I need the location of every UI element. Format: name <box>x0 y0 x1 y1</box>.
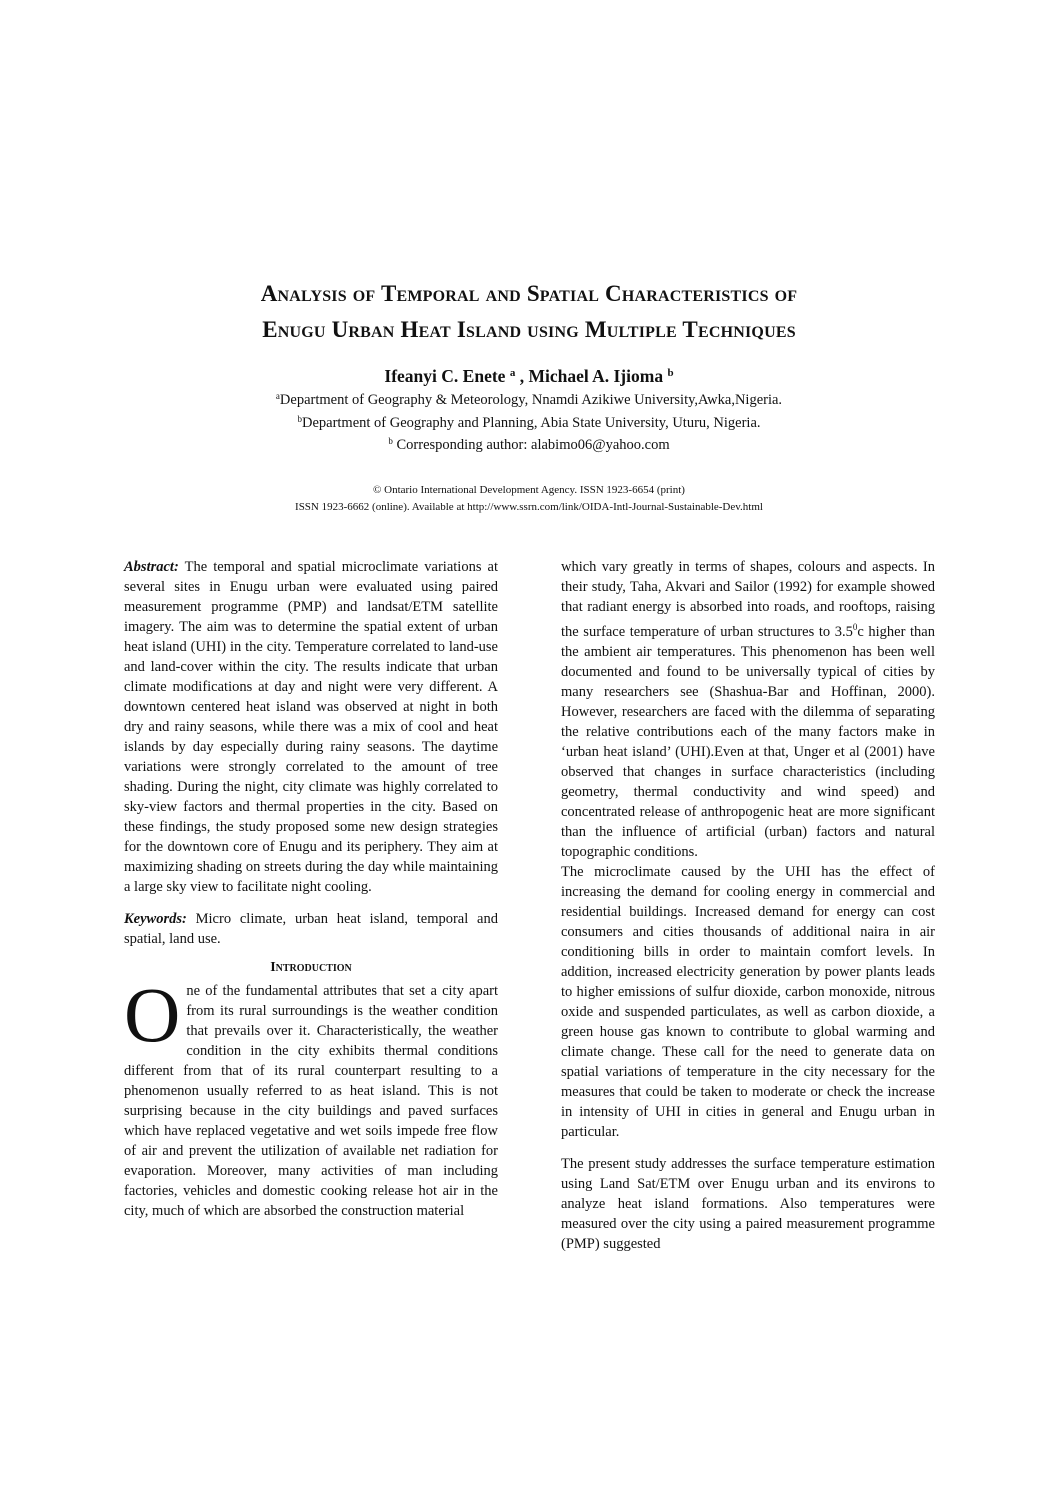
affiliation-2-mark: b <box>297 413 302 424</box>
drop-cap: O <box>124 971 181 1058</box>
copyright-line-2: ISSN 1923-6662 (online). Available at http://www.ssrn.com/link/OIDA-Intl-Journal-Sustainable-Dev.html <box>295 501 763 513</box>
copyright-notice <box>0 482 1058 516</box>
author-1-name: Ifeanyi C. Enete <box>384 366 506 386</box>
author-list <box>0 361 1058 388</box>
corresponding-author-text: Corresponding author: alabimo06@yahoo.com <box>396 437 670 453</box>
abstract-label: Abstract: <box>124 559 179 575</box>
author-1-affil-mark: a <box>509 367 516 379</box>
introduction-heading: Introduction <box>270 960 352 975</box>
corresponding-author-mark: b <box>388 436 393 446</box>
right-paragraph-2: The microclimate caused by the UHI has the effect of increasing the demand for cooling energy in commercial and residential buildings. Increased demand for energy can cost consumers and cities thousands of additional naira in air conditioning bills in order to maintain comfort levels. In addition, increased electricity generation by power plants leads to higher emissions of sulfur dioxide, carbon monoxide, nitrous oxide and suspended particulates, as well as carbon dioxide, a green house gas known to contribute to global warming and climate change. These call for the need to generate data on spatial variations of temperature in the city necessary for the measures that could be taken to moderate or check the increase in intensity of UHI in cities in general and Enugu urban in particular. <box>561 864 935 1140</box>
affiliation-2 <box>0 410 1058 433</box>
introduction-text: ne of the fundamental attributes that set a city apart from its rural surroundings is the weather condition that prevails over it. Characteristically, the weather condition in the city exhibits thermal conditions different from that of its rural counterpart resulting to a phenomenon usually referred to as heat island. This is not surprising because in the city buildings and paved surfaces which have replaced vegetative and wet soils impede free flow of air and prevent the utilization of available net radiation for evaporation. Moreover, many activities of man including factories, vehicles and domestic cooking release hot air in the city, much of which are absorbed the construction material <box>124 983 498 1219</box>
right-paragraph-1-text-b: c higher than the ambient air temperatures. This phenomenon has been well documented and found to be universally typical of cities by many researchers see (Shashua-Bar and Hoffinan, 2000). However, researchers are faced with the dilemma of separating the relative contributions each of the many factors make in ‘urban heat island’ (UHI).Even at that, Unger et al (2001) have observed that changes in surface characteristics (including geometry, thermal conductivity and wind speed) and concentrated release of anthropogenic heat are more significant than the influence of artificial (urban) factors and natural topographic conditions. <box>561 624 935 860</box>
title-line-2: Enugu Urban Heat Island using Multiple Techniques <box>262 317 796 342</box>
affiliations <box>0 387 1058 455</box>
introduction-paragraph <box>124 971 498 1221</box>
abstract-text: The temporal and spatial microclimate variations at several sites in Enugu urban were evaluated using paired measurement programme (PMP) and landsat/ETM satellite imagery. The aim was to determine the spatial extent of urban heat island (UHI) in the city. Temperature correlated to land-use and land-cover within the city. The results indicate that urban climate modifications at day and night were very different. A downtown centered heat island was observed at night in both dry and rainy seasons, while there was a mix of cool and heat islands by day especially during rainy seasons. The daytime variations were strongly correlated to the amount of tree shading. During the night, city climate was highly correlated to sky-view factors and thermal properties in the city. Based on these findings, the study proposed some new design strategies for the downtown core of Enugu and its periphery. They aim at maximizing shading on streets during the day while maintaining a large sky view to facilitate night cooling. <box>124 559 498 895</box>
corresponding-author <box>0 432 1058 455</box>
affiliation-2-text: Department of Geography and Planning, Abia State University, Uturu, Nigeria. <box>301 414 761 431</box>
right-paragraph-1 <box>561 557 935 862</box>
keywords-text: Micro climate, urban heat island, temporal and spatial, land use. <box>124 911 498 947</box>
copyright-line-1: © Ontario International Development Agency. ISSN 1923-6654 (print) <box>373 484 685 496</box>
abstract-paragraph <box>124 557 498 897</box>
title-line-1: Analysis of Temporal and Spatial Characteristics of <box>260 281 798 306</box>
author-separator: , <box>515 366 529 386</box>
affiliation-1 <box>0 387 1058 410</box>
right-column <box>561 557 935 1254</box>
right-paragraph-3: The present study addresses the surface temperature estimation using Land Sat/ETM over Enugu urban and its environs to analyze heat island formations. Also temperatures were measured over the city using a paired measurement programme (PMP) suggested <box>561 1156 935 1252</box>
right-paragraph-1-text-a: which vary greatly in terms of shapes, colours and aspects. In their study, Taha, Akvari and Sailor (1992) for example showed that radiant energy is absorbed into roads, and rooftops, raising the surface temperature of urban structures to 3.5 <box>561 559 935 640</box>
author-2-name: Michael A. Ijioma <box>528 366 664 386</box>
keywords-label: Keywords: <box>124 911 187 927</box>
degree-superscript: 0 <box>852 622 858 632</box>
paper-title <box>60 276 998 348</box>
affiliation-1-text: Department of Geography & Meteorology, Nnamdi Azikiwe University,Awka,Nigeria. <box>279 392 783 408</box>
author-2-affil-mark: b <box>667 367 674 379</box>
left-column <box>124 557 498 1221</box>
affiliation-1-mark: a <box>275 391 280 401</box>
keywords-paragraph <box>124 909 498 949</box>
